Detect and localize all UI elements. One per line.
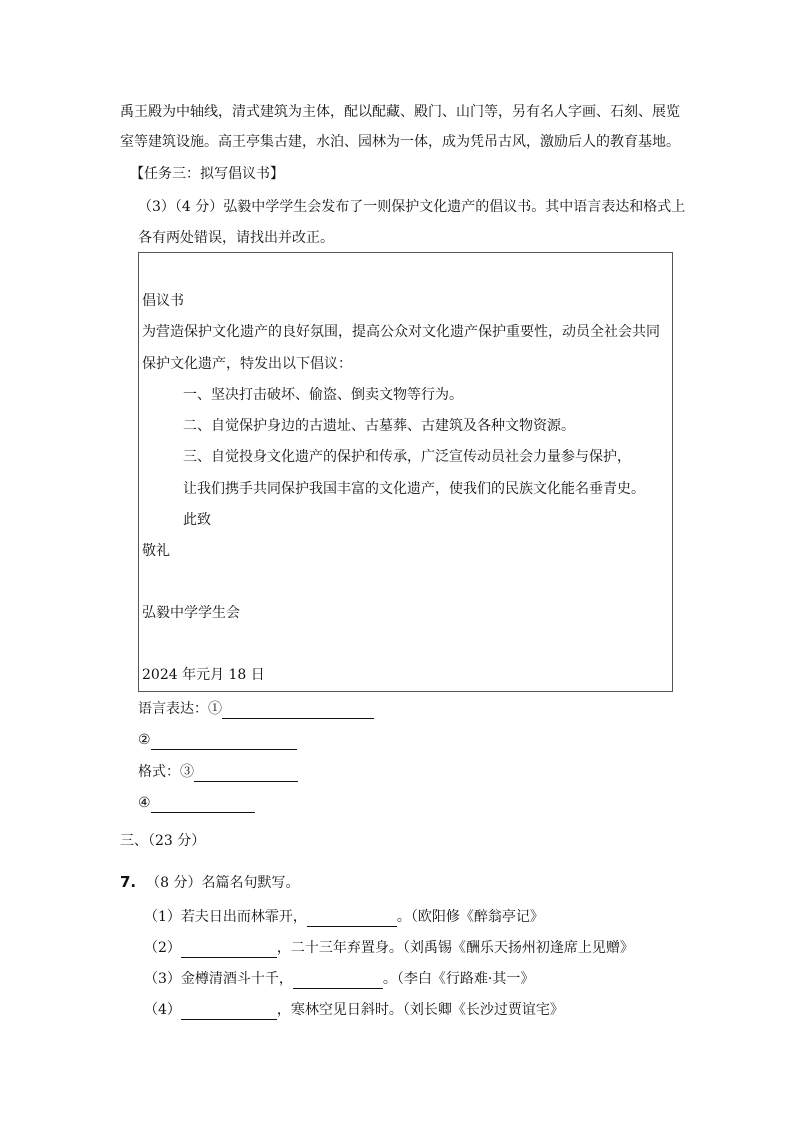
answer-blank-3[interactable] bbox=[194, 765, 298, 782]
q7-item-3-pre: （3）金樽清酒斗十千， bbox=[144, 971, 293, 987]
format-answer-1 bbox=[138, 762, 298, 782]
q7-blank-4[interactable] bbox=[181, 1003, 277, 1020]
task3-heading: 【任务三：拟写倡议书】 bbox=[130, 166, 284, 182]
proposal-closing-line: 让我们携手共同保护我国丰富的文化遗产，使我们的民族文化能名垂青史。 bbox=[183, 481, 645, 497]
q7-item-2-pre: （2） bbox=[144, 940, 181, 956]
q7-item-3 bbox=[144, 969, 534, 989]
q7-blank-3[interactable] bbox=[293, 972, 383, 989]
proposal-jingli: 敬礼 bbox=[142, 543, 170, 559]
answer-mark-3: ③ bbox=[180, 764, 194, 780]
answer-blank-1[interactable] bbox=[222, 702, 374, 719]
q7-blank-2[interactable] bbox=[181, 941, 277, 958]
q7-blank-1[interactable] bbox=[307, 910, 397, 927]
proposal-intro-line-2: 保护文化遗产，特发出以下倡议： bbox=[142, 356, 352, 372]
proposal-intro-line-1: 为营造保护文化遗产的良好氛围，提高公众对文化遗产保护重要性，动员全社会共同 bbox=[142, 324, 660, 340]
format-answer-2 bbox=[138, 793, 255, 813]
q7-prompt: （8 分）名篇名句默写。 bbox=[146, 875, 300, 891]
proposal-cizhi: 此致 bbox=[183, 512, 211, 528]
format-label: 格式： bbox=[138, 764, 180, 780]
language-answer-2 bbox=[138, 730, 297, 750]
answer-blank-2[interactable] bbox=[151, 733, 297, 750]
section3-heading: 三、（23 分） bbox=[120, 833, 206, 849]
q7-item-1-pre: （1）若夫日出而林霏开， bbox=[144, 909, 307, 925]
q7-item-1 bbox=[144, 907, 544, 927]
q7-item-4 bbox=[144, 1000, 564, 1020]
q7-item-2-post: ，二十三年弃置身。（刘禹锡《酬乐天扬州初逢席上见赠》 bbox=[276, 940, 634, 956]
intro-line-2: 室等建筑设施。高王亭集古建，水泊、园林为一体，成为凭吊古风，激励后人的教育基地。 bbox=[120, 134, 680, 150]
proposal-item-1: 一、坚决打击破坏、偷盗、倒卖文物等行为。 bbox=[183, 387, 463, 403]
q7-header bbox=[120, 872, 300, 893]
answer-mark-4: ④ bbox=[138, 795, 151, 811]
q7-item-4-pre: （4） bbox=[144, 1002, 181, 1018]
language-answer-1 bbox=[138, 699, 374, 719]
q7-item-4-post: ，寒林空见日斜时。（刘长卿《长沙过贾谊宅》 bbox=[276, 1002, 564, 1018]
task3-question-line-2: 各有两处错误，请找出并改正。 bbox=[138, 230, 334, 246]
q7-item-2 bbox=[144, 938, 634, 958]
task3-question-line-1: （3）（4 分）弘毅中学学生会发布了一则保护文化遗产的倡议书。其中语言表达和格式上 bbox=[138, 199, 686, 215]
answer-mark-2: ② bbox=[138, 732, 151, 748]
answer-mark-1: ① bbox=[208, 701, 222, 717]
language-label: 语言表达： bbox=[138, 701, 208, 717]
q7-number: 7. bbox=[120, 873, 137, 891]
proposal-signature: 弘毅中学学生会 bbox=[142, 605, 240, 621]
proposal-item-3: 三、自觉投身文化遗产的保护和传承，广泛宣传动员社会力量参与保护， bbox=[183, 449, 631, 465]
proposal-title: 倡议书 bbox=[142, 293, 184, 309]
intro-line-1: 禹王殿为中轴线，清式建筑为主体，配以配藏、殿门、山门等，另有名人字画、石刻、展览 bbox=[120, 104, 680, 120]
proposal-item-2: 二、自觉保护身边的古遗址、古墓葬、古建筑及各种文物资源。 bbox=[183, 418, 575, 434]
proposal-box bbox=[138, 252, 673, 692]
q7-item-3-post: 。（李白《行路难·其一》 bbox=[382, 971, 535, 987]
q7-item-1-post: 。（欧阳修《醉翁亭记》 bbox=[396, 909, 544, 925]
proposal-date: 2024 年元月 18 日 bbox=[142, 667, 265, 683]
answer-blank-4[interactable] bbox=[151, 796, 255, 813]
